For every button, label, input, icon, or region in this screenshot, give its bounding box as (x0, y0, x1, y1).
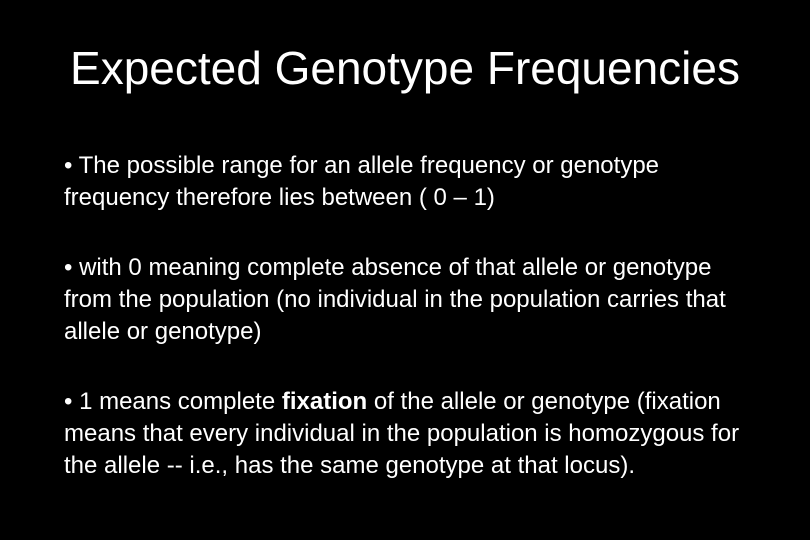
bullet-text-before: 1 means complete (79, 388, 282, 415)
bold-term-fixation: fixation (281, 388, 368, 415)
bullet-text: The possible range for an allele frequency or genotype frequency therefore lies between ( 0 – 1) (64, 152, 660, 211)
bullet-marker: • (64, 388, 73, 415)
bullet-item-one (64, 386, 764, 482)
bullet-marker: • (64, 152, 73, 179)
bullet-item-zero (64, 252, 764, 348)
bullet-item-range (64, 150, 764, 214)
slide-title: Expected Genotype Frequencies (70, 42, 740, 94)
bullet-text: with 0 meaning complete absence of that allele or genotype from the population (no individual in the population carries that allele or genotype) (64, 254, 726, 345)
bullet-marker: • (64, 254, 73, 281)
bullet-text-after: of the allele or genotype (fixation means that every individual in the population is homozygous for the allele -- i.e., has the same genotype at that locus). (64, 388, 740, 479)
